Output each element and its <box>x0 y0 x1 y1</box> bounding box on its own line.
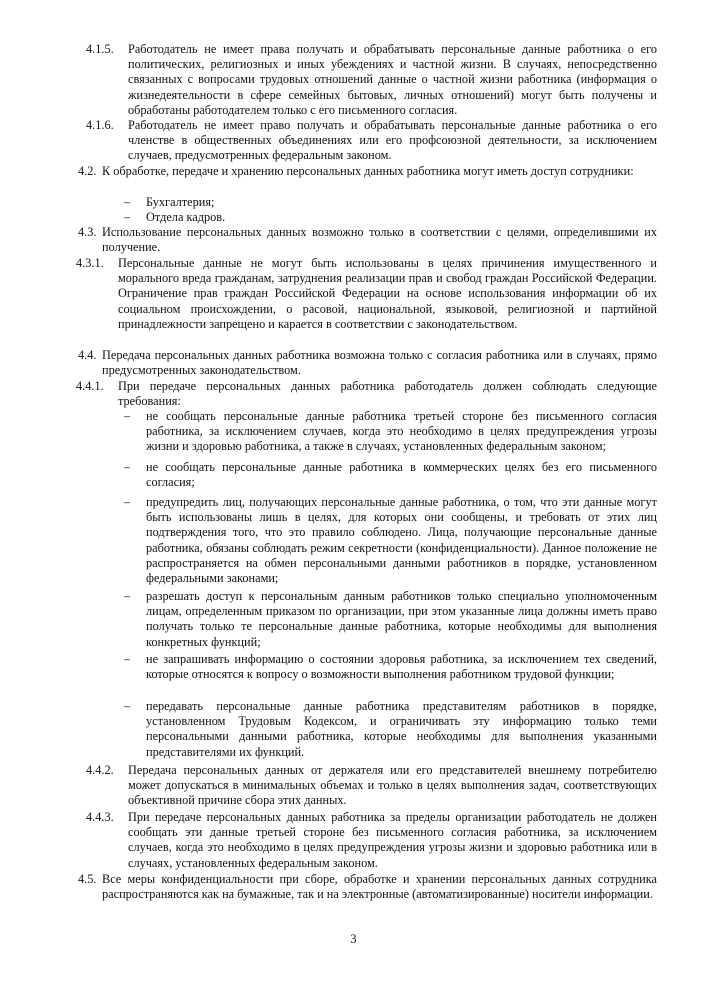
list-item-text: передавать персональные данные работника представителям работников в порядке, установленном Трудовым Кодексом, и ограничивать эту информацию только теми персональными данными работника, которые необходимы для выполнения указанными представителями их функций. <box>146 699 657 759</box>
list-dash: – <box>124 652 131 666</box>
list-dash: – <box>124 409 131 423</box>
list-dash: – <box>124 495 131 509</box>
clause-number: 4.3. <box>78 225 97 239</box>
list-item-text: не сообщать персональные данные работника в коммерческих целях без его письменного согласия; <box>146 460 657 490</box>
clause-4-4-2 <box>86 763 657 809</box>
clause-number: 4.4.2. <box>86 763 114 777</box>
clause-number: 4.1.6. <box>86 118 114 132</box>
requirement-item <box>124 460 657 490</box>
clause-number: 4.3.1. <box>76 256 104 270</box>
clause-number: 4.4.3. <box>86 810 114 824</box>
clause-text: Использование персональных данных возможно только в соответствии с целями, определившими их получение. <box>102 225 657 255</box>
clause-text: Работодатель не имеет права получать и обрабатывать персональные данные работника о его политических, религиозных и иных убеждениях и частной жизни. В случаях, непосредственно связанных с вопросами трудовых отношений данные о частной жизни работника (информация о жизнедеятельности в сфере семейных бытовых, личных отношений) могут быть получены и обработаны работодателем только с его письменного согласия. <box>128 42 657 117</box>
clause-4-2 <box>78 164 657 179</box>
clause-number: 4.4.1. <box>76 379 104 393</box>
list-dash: – <box>124 589 131 603</box>
list-item-text: Бухгалтерия; <box>146 195 215 209</box>
list-dash: – <box>124 195 131 209</box>
list-item-text: не сообщать персональные данные работника третьей стороне без письменного согласия работника, за исключением случаев, когда это необходимо в целях предупреждения угрозы жизни и здоровью работника, а также в случаях, установленных федеральным законом; <box>146 409 657 454</box>
clause-number: 4.4. <box>78 348 97 362</box>
clause-4-1-6 <box>86 118 657 164</box>
clause-text: Передача персональных данных от держателя или его представителей внешнему потребителю может допускаться в минимальных объемах и только в целях выполнения задач, соответствующих объективной причине сбора этих данных. <box>128 763 657 808</box>
requirement-item <box>124 589 657 650</box>
list-item-text: разрешать доступ к персональным данным работников только специально уполномоченным лицам, определенным приказом по организации, при этом указанные лица должны иметь право получать только те персональные данные работника, которые необходимы для выполнения конкретных функций; <box>146 589 657 649</box>
clause-4-1-5 <box>86 42 657 118</box>
list-item-text: Отдела кадров. <box>146 210 226 224</box>
staff-list-item <box>124 195 424 210</box>
requirement-item <box>124 699 657 760</box>
page-number: 3 <box>350 932 357 946</box>
list-dash: – <box>124 210 131 224</box>
clause-text: При передаче персональных данных работника за пределы организации работодатель не должен сообщать эти данные третьей стороне без письменного согласия работника, за исключением случаев, когда это необходимо в целях предупреждения угрозы жизни и здоровью работника или в случаях, установленных федеральным законом. <box>128 810 657 870</box>
clause-text: Персональные данные не могут быть использованы в целях причинения имущественного и морального вреда гражданам, затруднения реализации прав и свобод граждан Российской Федерации. Ограничение прав граждан Российской Федерации на основе использования информации об их социальном происхождении, о расовой, национальной, языковой, религиозной и партийной принадлежности запрещено и карается в соответствии с законодательством. <box>118 256 657 331</box>
list-dash: – <box>124 699 131 713</box>
requirement-item <box>124 495 657 586</box>
clause-text: Все меры конфиденциальности при сборе, обработке и хранении персональных данных сотрудника распространяются как на бумажные, так и на электронные (автоматизированные) носители информации. <box>102 872 657 902</box>
clause-text: К обработке, передаче и хранению персональных данных работника могут иметь доступ сотрудники: <box>102 164 634 178</box>
clause-4-5 <box>78 872 657 902</box>
list-item-text: не запрашивать информацию о состоянии здоровья работника, за исключением тех сведений, которые относятся к вопросу о возможности выполнения работником трудовой функции; <box>146 652 657 682</box>
clause-4-3-1 <box>76 256 657 332</box>
staff-list-item <box>124 210 424 225</box>
clause-4-4-3 <box>86 810 657 871</box>
clause-text: Работодатель не имеет право получать и обрабатывать персональные данные работника о его членстве в общественных объединениях или его профсоюзной деятельности, за исключением случаев, предусмотренных федеральным законом. <box>128 118 657 163</box>
clause-text: Передача персональных данных работника возможна только с согласия работника или в случаях, прямо предусмотренных законодательством. <box>102 348 657 378</box>
requirement-item <box>124 652 657 682</box>
clause-number: 4.5. <box>78 872 97 886</box>
list-item-text: предупредить лиц, получающих персональные данные работника, о том, что эти данные могут быть использованы лишь в целях, для которых они сообщены, и требовать от этих лиц подтверждения того, что это правило соблюдено. Лица, получающие персональные данные работника, обязаны соблюдать режим секретности (конфиденциальности). Данное положение не распространяется на обмен персональными данными работников в порядке, установленном федеральными законами; <box>146 495 657 586</box>
clause-4-4-1 <box>76 379 657 409</box>
clause-4-3 <box>78 225 657 255</box>
requirement-item <box>124 409 657 455</box>
clause-4-4 <box>78 348 657 378</box>
clause-text: При передаче персональных данных работника работодатель должен соблюдать следующие требования: <box>118 379 657 409</box>
clause-number: 4.1.5. <box>86 42 114 56</box>
clause-number: 4.2. <box>78 164 97 178</box>
list-dash: – <box>124 460 131 474</box>
